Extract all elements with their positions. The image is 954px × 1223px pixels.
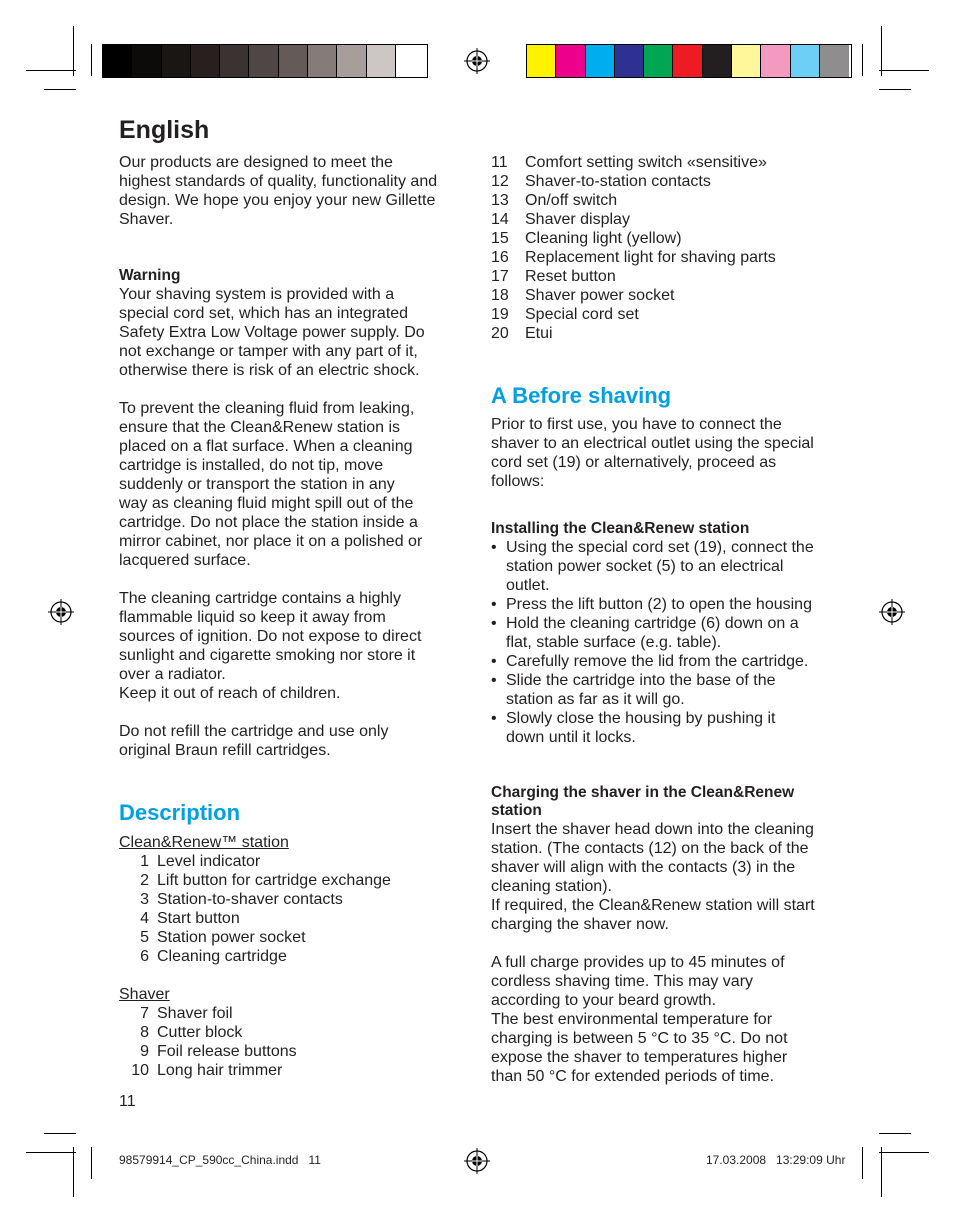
registration-mark-icon xyxy=(879,599,905,625)
before-shaving-intro: Prior to first use, you have to connect the shaver to an electrical outlet using the special cord set (19) or alternatively, proceed as follows: xyxy=(491,416,814,490)
list-item xyxy=(491,305,841,324)
list-item-text: Carefully remove the lid from the cartridge. xyxy=(506,653,809,670)
list-item-number: 4 xyxy=(140,910,149,927)
right-column xyxy=(491,153,841,1086)
list-item xyxy=(119,871,469,890)
grayscale-color-bar xyxy=(102,44,428,78)
color-swatch xyxy=(337,45,366,77)
color-swatch xyxy=(556,45,585,77)
list-item-number: 14 xyxy=(491,211,509,228)
list-item-text: Etui xyxy=(525,325,553,342)
list-item xyxy=(119,928,469,947)
list-item-number: 7 xyxy=(140,1005,149,1022)
list-item-number: 12 xyxy=(491,173,509,190)
date-slug: 17.03.2008 13:29:09 Uhr xyxy=(706,1153,846,1167)
color-swatch xyxy=(673,45,702,77)
warning-paragraph: To prevent the cleaning fluid from leaking, ensure that the Clean&Renew station is placed on a flat surface. When a cleaning cartridge is installed, do not tip, move suddenly or transport the station in any way as cleaning fluid might spill out of the cartridge. Do not place the station inside a mirror cabinet, nor place it on a polished or lacquered surface. xyxy=(119,400,423,569)
list-item-text: Comfort setting switch «sensitive» xyxy=(525,154,767,171)
color-swatch xyxy=(820,45,849,77)
list-item-text: Replacement light for shaving parts xyxy=(525,249,776,266)
list-item-number: 5 xyxy=(140,929,149,946)
list-item-text: Station power socket xyxy=(157,929,306,946)
color-swatch xyxy=(732,45,761,77)
list-item-number: 9 xyxy=(140,1043,149,1060)
color-swatch xyxy=(615,45,644,77)
left-column xyxy=(119,115,469,1080)
list-item-number: 18 xyxy=(491,287,509,304)
list-item-number: 13 xyxy=(491,192,509,209)
list-item-number: 8 xyxy=(140,1024,149,1041)
list-item-number: 11 xyxy=(491,154,508,171)
install-heading: Installing the Clean&Renew station xyxy=(491,520,750,537)
list-item-text: Slide the cartridge into the base of the station as far as it will go. xyxy=(506,672,776,708)
list-item xyxy=(491,614,841,652)
list-item xyxy=(491,172,841,191)
bullet-icon: • xyxy=(491,672,497,689)
description-heading: Description xyxy=(119,800,241,825)
bullet-icon: • xyxy=(491,615,497,632)
color-swatch xyxy=(761,45,790,77)
list-item-number: 3 xyxy=(140,891,149,908)
color-swatch xyxy=(367,45,396,77)
process-color-bar xyxy=(526,44,852,78)
list-item xyxy=(491,286,841,305)
shaver-parts-list xyxy=(119,1004,469,1080)
list-item xyxy=(491,671,841,709)
station-label: Clean&Renew™ station xyxy=(119,834,289,851)
page-title: English xyxy=(119,116,210,144)
list-item-number: 10 xyxy=(131,1062,149,1079)
list-item-number: 16 xyxy=(491,249,509,266)
list-item-text: Foil release buttons xyxy=(157,1043,297,1060)
list-item xyxy=(119,1004,469,1023)
list-item-text: Shaver display xyxy=(525,211,630,228)
before-shaving-heading: A Before shaving xyxy=(491,383,672,408)
list-item-text: Long hair trimmer xyxy=(157,1062,283,1079)
registration-mark-icon xyxy=(48,599,74,625)
color-swatch xyxy=(791,45,820,77)
list-item xyxy=(491,652,841,671)
list-item-text: Using the special cord set (19), connect the station power socket (5) to an electrical outlet. xyxy=(506,539,814,594)
install-steps-list xyxy=(491,538,841,747)
color-swatch xyxy=(308,45,337,77)
list-item-number: 20 xyxy=(491,325,509,342)
list-item xyxy=(119,852,469,871)
list-item-text: Lift button for cartridge exchange xyxy=(157,872,391,889)
list-item-text: Slowly close the housing by pushing it down until it locks. xyxy=(506,710,776,746)
list-item-number: 19 xyxy=(491,306,509,323)
list-item-text: Cutter block xyxy=(157,1024,243,1041)
list-item xyxy=(119,890,469,909)
list-item xyxy=(119,1023,469,1042)
list-item xyxy=(491,538,841,595)
color-swatch xyxy=(586,45,615,77)
list-item xyxy=(119,909,469,928)
list-item-text: Start button xyxy=(157,910,240,927)
list-item-text: Shaver-to-station contacts xyxy=(525,173,711,190)
intro-paragraph: Our products are designed to meet the highest standards of quality, functionality and design. We hope you enjoy your new Gillette Shaver. xyxy=(119,154,438,228)
list-item xyxy=(491,153,841,172)
color-swatch xyxy=(132,45,161,77)
list-item xyxy=(119,947,469,966)
bullet-icon: • xyxy=(491,539,497,556)
registration-mark-icon xyxy=(464,1148,490,1174)
list-item xyxy=(491,709,841,747)
list-item-text: Level indicator xyxy=(157,853,261,870)
list-item-text: Press the lift button (2) to open the housing xyxy=(506,596,812,613)
list-item xyxy=(491,210,841,229)
list-item xyxy=(491,191,841,210)
list-item xyxy=(491,248,841,267)
color-swatch xyxy=(703,45,732,77)
list-item-number: 1 xyxy=(140,853,149,870)
list-item-text: Shaver foil xyxy=(157,1005,233,1022)
charging-paragraph: Insert the shaver head down into the cleaning station. (The contacts (12) on the back of the shaver will align with the contacts (3) in the cleaning station). If required, the Clean&Renew station will start charging the shaver now. xyxy=(491,821,815,933)
list-item-text: Station-to-shaver contacts xyxy=(157,891,343,908)
warning-paragraph: The cleaning cartridge contains a highly flammable liquid so keep it away from sources of ignition. Do not expose to direct sunlight and cigarette smoking nor store it over a radiator. Keep it out of reach of children. xyxy=(119,590,422,702)
bullet-icon: • xyxy=(491,653,497,670)
list-item-number: 6 xyxy=(140,948,149,965)
registration-mark-icon xyxy=(464,48,490,74)
warning-heading: Warning xyxy=(119,267,181,284)
bullet-icon: • xyxy=(491,710,497,727)
color-swatch xyxy=(644,45,673,77)
list-item-text: Cleaning light (yellow) xyxy=(525,230,682,247)
charging-paragraph: A full charge provides up to 45 minutes of cordless shaving time. This may vary according to your beard growth. The best environmental temperature for charging is between 5 °C to 35 °C. Do not expose the shaver to temperatures higher than 50 °C for extended periods of time. xyxy=(491,954,788,1085)
station-parts-list xyxy=(119,852,469,966)
list-item xyxy=(491,324,841,343)
shaver-parts-list-continued xyxy=(491,153,841,343)
list-item-number: 2 xyxy=(140,872,149,889)
list-item-number: 15 xyxy=(491,230,509,247)
bullet-icon: • xyxy=(491,596,497,613)
color-swatch xyxy=(279,45,308,77)
list-item xyxy=(491,229,841,248)
charging-heading: Charging the shaver in the Clean&Renew station xyxy=(491,784,795,819)
color-swatch xyxy=(396,45,425,77)
list-item xyxy=(119,1042,469,1061)
list-item-text: Shaver power socket xyxy=(525,287,675,304)
color-swatch xyxy=(191,45,220,77)
list-item-text: Hold the cleaning cartridge (6) down on a flat, stable surface (e.g. table). xyxy=(506,615,799,651)
list-item-text: Reset button xyxy=(525,268,616,285)
list-item-text: Cleaning cartridge xyxy=(157,948,287,965)
file-slug: 98579914_CP_590cc_China.indd 11 xyxy=(119,1153,321,1167)
list-item-text: Special cord set xyxy=(525,306,639,323)
shaver-label: Shaver xyxy=(119,986,170,1003)
color-swatch xyxy=(527,45,556,77)
warning-paragraph: Do not refill the cartridge and use only original Braun refill cartridges. xyxy=(119,723,389,759)
list-item-text: On/off switch xyxy=(525,192,618,209)
color-swatch xyxy=(103,45,132,77)
warning-paragraph: Your shaving system is provided with a special cord set, which has an integrated Safety Extra Low Voltage power supply. Do not exchange or tamper with any part of it, otherwise there is risk of an electric shock. xyxy=(119,286,425,379)
list-item xyxy=(491,595,841,614)
list-item xyxy=(491,267,841,286)
list-item-number: 17 xyxy=(491,268,509,285)
list-item xyxy=(119,1061,469,1080)
color-swatch xyxy=(220,45,249,77)
color-swatch xyxy=(162,45,191,77)
color-swatch xyxy=(249,45,278,77)
page-number: 11 xyxy=(119,1093,136,1110)
